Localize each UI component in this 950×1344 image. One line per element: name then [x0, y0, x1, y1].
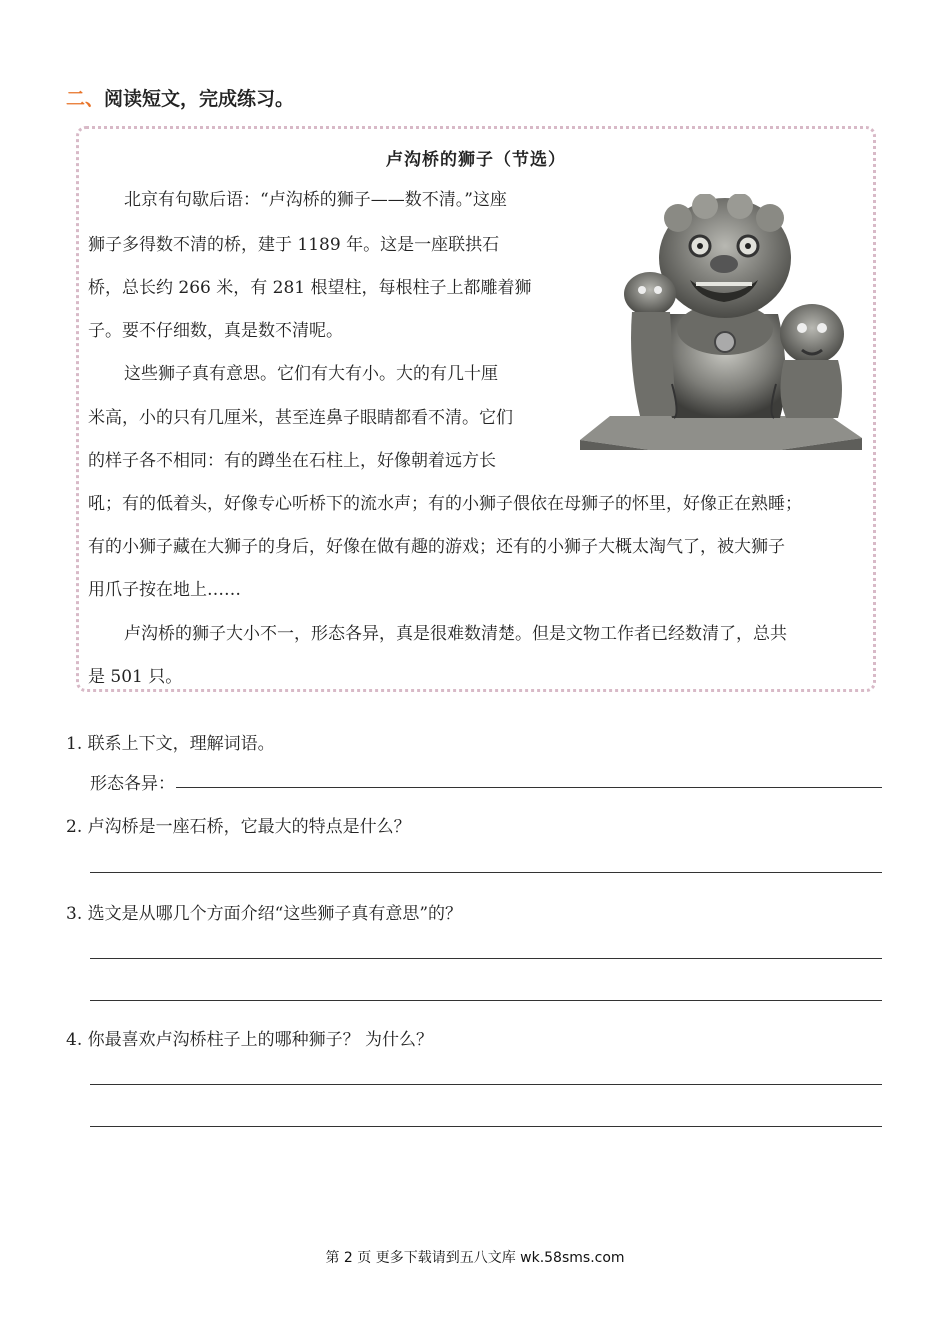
answer-line[interactable] — [90, 1126, 882, 1127]
answer-line[interactable] — [90, 958, 882, 959]
answer-line[interactable] — [176, 787, 882, 788]
question-4: 4. 你最喜欢卢沟桥柱子上的哪种狮子？ 为什么？ — [66, 1030, 434, 1050]
passage-line: 用爪子按在地上…… — [88, 580, 241, 600]
question-1-term: 形态各异： — [90, 774, 175, 794]
answer-line[interactable] — [90, 872, 882, 873]
passage-line: 米高，小的只有几厘米，甚至连鼻子眼睛都看不清。它们 — [88, 408, 513, 428]
page-footer: 第 2 页 更多下载请到五八文库 wk.58sms.com — [325, 1250, 625, 1266]
passage-title: 卢沟桥的狮子（节选） — [386, 150, 566, 170]
stone-lion-image — [580, 194, 862, 450]
passage-line: 是 501 只。 — [88, 667, 183, 687]
passage-line: 的样子各不相同：有的蹲坐在石柱上，好像朝着远方长 — [88, 451, 496, 471]
section-heading — [66, 84, 294, 111]
section-number: 二、 — [66, 88, 105, 110]
passage-line: 卢沟桥的狮子大小不一，形态各异，真是很难数清楚。但是文物工作者已经数清了，总共 — [124, 624, 787, 644]
question-1: 1. 联系上下文，理解词语。 — [66, 734, 275, 754]
passage-line: 狮子多得数不清的桥，建于 1189 年。这是一座联拱石 — [88, 235, 500, 255]
answer-line[interactable] — [90, 1000, 882, 1001]
passage-line: 吼；有的低着头，好像专心听桥下的流水声；有的小狮子偎依在母狮子的怀里，好像正在熟睡； — [88, 494, 802, 514]
passage-line: 北京有句歇后语：“卢沟桥的狮子——数不清。”这座 — [124, 190, 507, 210]
question-2: 2. 卢沟桥是一座石桥，它最大的特点是什么？ — [66, 817, 411, 837]
passage-line: 子。要不仔细数，真是数不清呢。 — [88, 321, 343, 341]
passage-line: 这些狮子真有意思。它们有大有小。大的有几十厘 — [124, 364, 498, 384]
section-title: 阅读短文，完成练习。 — [104, 88, 295, 110]
question-3: 3. 选文是从哪几个方面介绍“这些狮子真有意思”的？ — [66, 904, 463, 924]
passage-line: 桥，总长约 266 米，有 281 根望柱，每根柱子上都雕着狮 — [88, 278, 532, 298]
passage-line: 有的小狮子藏在大狮子的身后，好像在做有趣的游戏；还有的小狮子大概太淘气了，被大狮子 — [88, 537, 785, 557]
answer-line[interactable] — [90, 1084, 882, 1085]
